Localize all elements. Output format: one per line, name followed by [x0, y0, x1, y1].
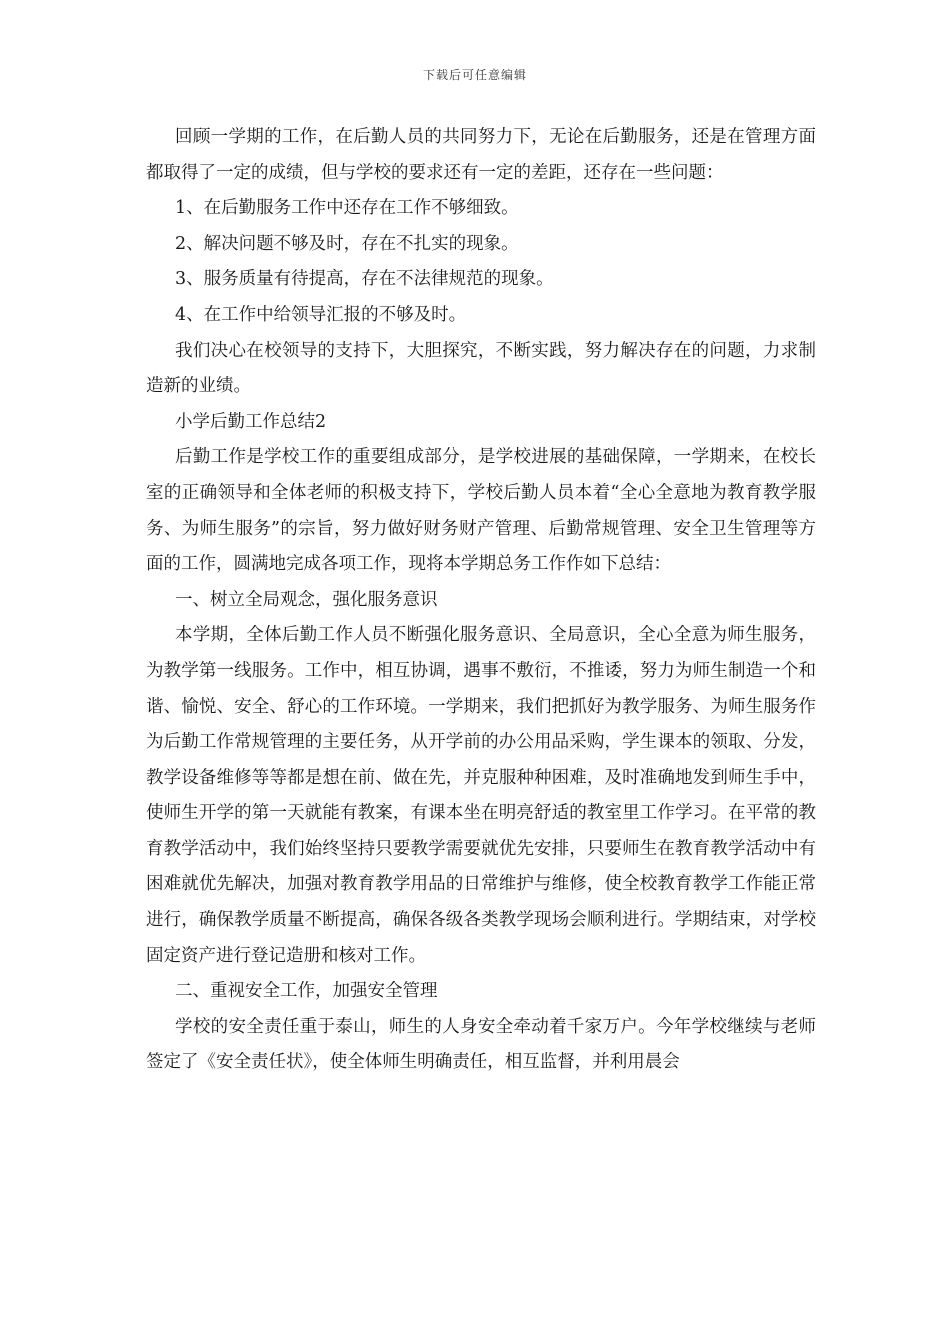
heading-section-1: 一、树立全局观念，强化服务意识	[175, 589, 438, 610]
paragraph-summary-intro: 后勤工作是学校工作的重要组成部分，是学校进展的基础保障，一学期来，在校长室的正确领导和全体老师的积极支持下，学校后勤人员本着“全心全意地为教育教学服务、为师生服务”的宗旨，努力做好财务财产管理、后勤常规管理、安全卫生管理等方面的工作，圆满地完成各项工作，现将本学期总务工作作如下总结：	[146, 447, 816, 575]
list-item-problem-2: 2、解决问题不够及时，存在不扎实的现象。	[175, 233, 519, 254]
list-item-problem-3: 3、服务质量有待提高，存在不法律规范的现象。	[175, 269, 554, 290]
paragraph-service-awareness: 本学期，全体后勤工作人员不断强化服务意识、全局意识，全心全意为师生服务，为教学第一线服务。工作中，相互协调，遇事不敷衍，不推诿，努力为师生制造一个和谐、愉悦、安全、舒心的工作环境。一学期来，我们把抓好为教学服务、为师生服务作为后勤工作常规管理的主要任务，从开学前的办公用品采购，学生课本的领取、分发，教学设备维修等等都是想在前、做在先，并克服种种困难，及时准确地发到师生手中，使师生开学的第一天就能有教案，有课本坐在明亮舒适的教室里工作学习。在平常的教育教学活动中，我们始终坚持只要教学需要就优先安排，只要师生在教育教学活动中有困难就优先解决，加强对教育教学用品的日常维护与维修，使全校教育教学工作能正常进行，确保教学质量不断提高，确保各级各类教学现场会顺利进行。学期结束，对学校固定资产进行登记造册和核对工作。	[146, 625, 816, 966]
heading-section-2: 二、重视安全工作，加强安全管理	[175, 981, 438, 1002]
paragraph-safety: 学校的安全责任重于泰山，师生的人身安全牵动着千家万户。今年学校继续与老师签定了《安全责任状》，使全体师生明确责任，相互监督，并利用晨会	[146, 1016, 816, 1073]
document-body	[146, 120, 816, 1081]
section-title-summary-2: 小学后勤工作总结2	[175, 411, 327, 432]
page-header-note: 下载后可任意编辑	[422, 68, 527, 82]
list-item-problem-4: 4、在工作中给领导汇报的不够及时。	[175, 304, 467, 325]
list-item-problem-1: 1、在后勤服务工作中还存在工作不够细致。	[175, 198, 519, 219]
paragraph-review-intro: 回顾一学期的工作，在后勤人员的共同努力下，无论在后勤服务，还是在管理方面都取得了一定的成绩，但与学校的要求还有一定的差距，还存在一些问题：	[146, 127, 816, 183]
paragraph-resolution: 我们决心在校领导的支持下，大胆探究，不断实践，努力解决存在的问题，力求制造新的业绩。	[146, 340, 816, 397]
